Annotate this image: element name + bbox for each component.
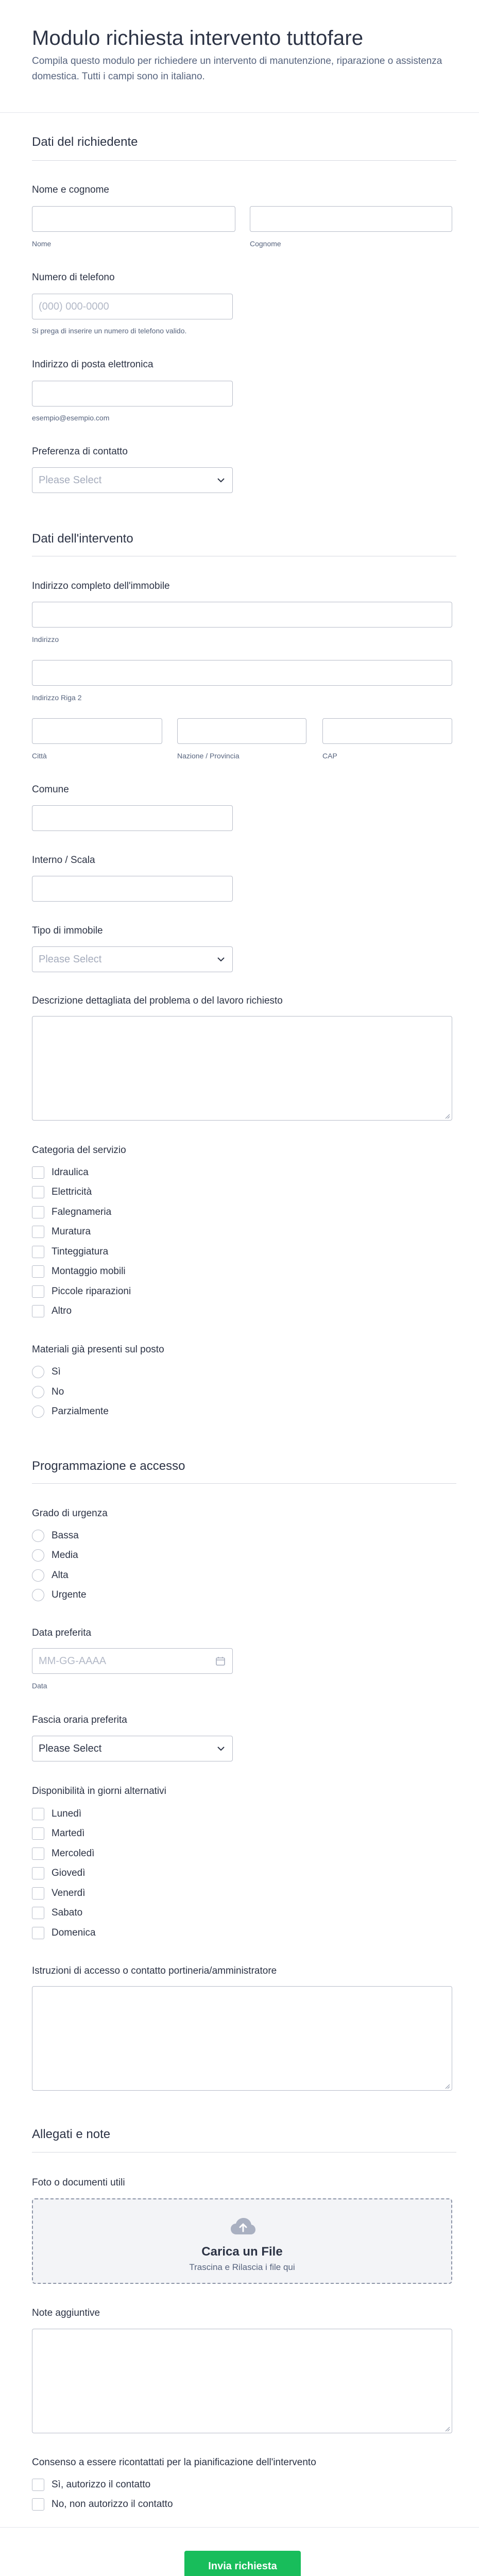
contact-preference-value: Please Select (39, 474, 102, 486)
form-header (32, 26, 449, 84)
first-name-sublabel: Nome (32, 240, 52, 248)
resize-grip-icon[interactable] (444, 2082, 450, 2089)
last-name-sublabel: Cognome (250, 240, 281, 248)
property-type-label: Tipo di immobile (32, 925, 103, 936)
address-label: Indirizzo completo dell'immobile (32, 581, 170, 591)
urgency-option[interactable] (32, 1588, 87, 1602)
consent-option[interactable] (32, 2497, 173, 2512)
option-label: Domenica (52, 1927, 96, 1938)
address-line2-input[interactable] (32, 660, 452, 686)
phone-label: Numero di telefono (32, 272, 115, 283)
checkbox[interactable] (32, 1927, 44, 1939)
phone-input[interactable] (32, 294, 233, 319)
section-title-intervention: Dati dell'intervento (32, 532, 133, 546)
option-label: Sì, autorizzo il contatto (52, 2479, 151, 2490)
checkbox[interactable] (32, 1848, 44, 1860)
checkbox[interactable] (32, 1887, 44, 1900)
checkbox[interactable] (32, 2498, 44, 2511)
notes-label: Note aggiuntive (32, 2308, 100, 2318)
chevron-down-icon (216, 475, 226, 485)
region-input[interactable] (177, 718, 306, 744)
footer-divider (0, 2527, 479, 2528)
address-line1-input[interactable] (32, 602, 452, 628)
form-title: Modulo richiesta intervento tuttofare (32, 27, 364, 49)
submit-button[interactable]: Invia richiesta (184, 2551, 301, 2576)
checkbox[interactable] (32, 1827, 44, 1840)
day-option[interactable] (32, 1807, 81, 1821)
category-option[interactable] (32, 1185, 92, 1199)
option-label: Montaggio mobili (52, 1266, 126, 1277)
consent-label: Consenso a essere ricontattati per la pianificazione dell'intervento (32, 2457, 316, 2468)
last-name-input[interactable] (250, 206, 452, 232)
property-type-value: Please Select (39, 953, 102, 965)
checkbox[interactable] (32, 1265, 44, 1278)
unit-label: Interno / Scala (32, 855, 95, 866)
timeslot-select[interactable] (32, 1736, 233, 1761)
section-divider (32, 1483, 456, 1484)
materials-option[interactable] (32, 1385, 64, 1399)
option-label: Urgente (52, 1589, 87, 1600)
radio[interactable] (32, 1530, 44, 1542)
preferred-date-input[interactable] (32, 1648, 233, 1674)
checkbox[interactable] (32, 1206, 44, 1218)
preferred-date-label: Data preferita (32, 1628, 92, 1638)
section-divider (32, 2152, 456, 2153)
option-label: Muratura (52, 1226, 91, 1237)
description-label: Descrizione dettagliata del problema o del lavoro richiesto (32, 995, 283, 1006)
zip-sublabel: CAP (322, 752, 337, 760)
email-input[interactable] (32, 381, 233, 406)
materials-label: Materiali già presenti sul posto (32, 1344, 164, 1355)
header-divider (0, 112, 479, 113)
category-option[interactable] (32, 1264, 126, 1279)
category-option[interactable] (32, 1165, 89, 1180)
service-category-label: Categoria del servizio (32, 1145, 126, 1156)
timeslot-value: Please Select (39, 1742, 102, 1754)
materials-option[interactable] (32, 1365, 61, 1379)
chevron-down-icon (216, 1743, 226, 1754)
preferred-date-sublabel: Data (32, 1682, 47, 1690)
upload-title: Carica un File (201, 2245, 283, 2259)
contact-preference-select[interactable] (32, 467, 233, 493)
option-label: Parzialmente (52, 1406, 109, 1417)
section-divider (32, 160, 456, 161)
category-option[interactable] (32, 1225, 91, 1239)
resize-grip-icon[interactable] (444, 2425, 450, 2431)
checkbox[interactable] (32, 1226, 44, 1238)
calendar-icon[interactable] (215, 1656, 226, 1666)
option-label: Giovedì (52, 1868, 85, 1878)
chevron-down-icon (216, 954, 226, 964)
unit-input[interactable] (32, 876, 233, 902)
option-label: No (52, 1386, 64, 1397)
contact-preference-label: Preferenza di contatto (32, 446, 128, 457)
upload-hint: Trascina e Rilascia i file qui (189, 2262, 295, 2272)
urgency-option[interactable] (32, 1529, 79, 1543)
day-option[interactable] (32, 1926, 96, 1940)
alt-days-label: Disponibilità in giorni alternativi (32, 1786, 166, 1797)
option-label: Sì (52, 1366, 61, 1377)
option-label: Venerdì (52, 1888, 85, 1899)
full-name-label: Nome e cognome (32, 184, 109, 195)
checkbox[interactable] (32, 1305, 44, 1317)
day-option[interactable] (32, 1826, 84, 1841)
option-label: Falegnameria (52, 1207, 112, 1217)
notes-textarea[interactable] (32, 2329, 452, 2433)
checkbox[interactable] (32, 1867, 44, 1879)
urgency-label: Grado di urgenza (32, 1508, 108, 1519)
address-line2-sublabel: Indirizzo Riga 2 (32, 693, 82, 702)
radio[interactable] (32, 1386, 44, 1398)
checkbox[interactable] (32, 1186, 44, 1198)
radio[interactable] (32, 1366, 44, 1378)
option-label: Martedì (52, 1828, 85, 1839)
municipality-label: Comune (32, 784, 69, 795)
option-label: Bassa (52, 1530, 79, 1541)
photos-label: Foto o documenti utili (32, 2177, 125, 2188)
date-field[interactable] (32, 1648, 233, 1674)
checkbox[interactable] (32, 1246, 44, 1258)
timeslot-label: Fascia oraria preferita (32, 1715, 127, 1725)
option-label: Lunedì (52, 1808, 82, 1819)
form-description: Compila questo modulo per richiedere un intervento di manutenzione, riparazione o assistenza domestica. Tutti i campi sono in italiano. (32, 56, 442, 82)
city-sublabel: Città (32, 752, 47, 760)
option-label: Alta (52, 1570, 69, 1581)
radio[interactable] (32, 1549, 44, 1562)
option-label: Sabato (52, 1907, 83, 1918)
option-label: Tinteggiatura (52, 1246, 109, 1257)
checkbox[interactable] (32, 1808, 44, 1820)
option-label: No, non autorizzo il contatto (52, 2499, 173, 2510)
property-type-select[interactable] (32, 946, 233, 972)
category-option[interactable] (32, 1284, 131, 1299)
option-label: Altro (52, 1306, 72, 1316)
section-title-schedule: Programmazione e accesso (32, 1459, 185, 1473)
radio[interactable] (32, 1589, 44, 1601)
urgency-option[interactable] (32, 1568, 69, 1583)
urgency-option[interactable] (32, 1548, 78, 1563)
access-instructions-label: Istruzioni di accesso o contatto portineria/amministratore (32, 1965, 277, 1976)
consent-option[interactable] (32, 2478, 150, 2492)
zip-input[interactable] (322, 718, 452, 744)
day-option[interactable] (32, 1866, 85, 1880)
materials-option[interactable] (32, 1404, 109, 1419)
cloud-upload-icon (230, 2217, 256, 2236)
description-textarea[interactable] (32, 1016, 452, 1121)
day-option[interactable] (32, 1846, 94, 1861)
section-title-attachments: Allegati e note (32, 2127, 111, 2141)
phone-hint: Si prega di inserire un numero di telefono valido. (32, 327, 187, 335)
checkbox[interactable] (32, 2479, 44, 2491)
radio[interactable] (32, 1569, 44, 1582)
option-label: Mercoledì (52, 1848, 95, 1859)
option-label: Elettricità (52, 1187, 92, 1197)
option-label: Media (52, 1550, 78, 1561)
radio[interactable] (32, 1405, 44, 1418)
section-title-requester: Dati del richiedente (32, 135, 138, 149)
email-label: Indirizzo di posta elettronica (32, 359, 153, 370)
category-option[interactable] (32, 1205, 111, 1219)
checkbox[interactable] (32, 1166, 44, 1179)
access-instructions-textarea[interactable] (32, 1986, 452, 2091)
resize-grip-icon[interactable] (444, 1112, 450, 1118)
category-option[interactable] (32, 1245, 108, 1259)
file-upload-dropzone[interactable] (32, 2198, 452, 2284)
first-name-input[interactable] (32, 206, 235, 232)
checkbox[interactable] (32, 1285, 44, 1298)
municipality-input[interactable] (32, 805, 233, 831)
checkbox[interactable] (32, 1907, 44, 1919)
day-option[interactable] (32, 1906, 82, 1920)
address-line1-sublabel: Indirizzo (32, 635, 59, 643)
category-option[interactable] (32, 1304, 72, 1318)
option-label: Idraulica (52, 1167, 89, 1178)
region-sublabel: Nazione / Provincia (177, 752, 239, 760)
day-option[interactable] (32, 1886, 85, 1901)
city-input[interactable] (32, 718, 162, 744)
option-label: Piccole riparazioni (52, 1286, 131, 1297)
email-hint: esempio@esempio.com (32, 414, 110, 422)
